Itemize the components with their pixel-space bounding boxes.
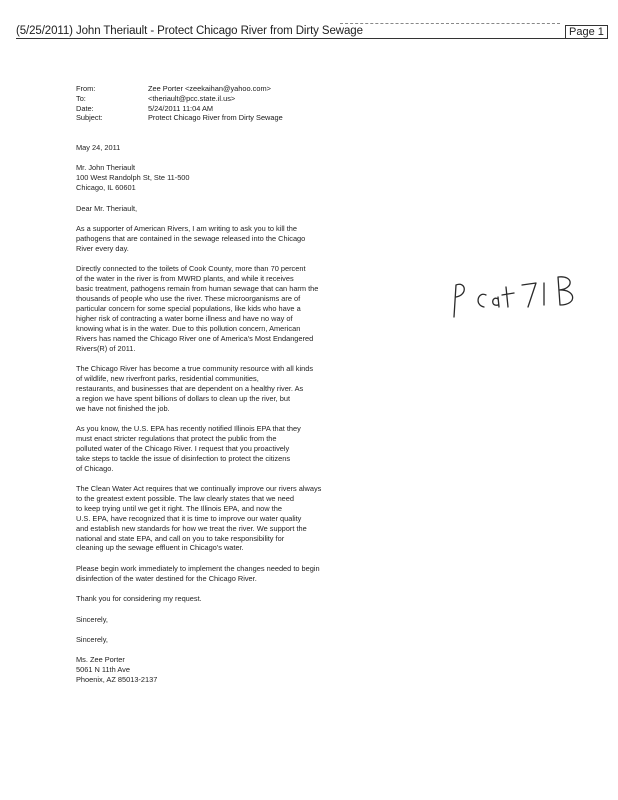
paragraph-5 (76, 484, 366, 553)
text-line: and establish new standards for how we treat the river. We support the (76, 523, 307, 533)
from-value: Zee Porter <zeekaihan@yahoo.com> (148, 84, 271, 93)
sender-street: 5061 N 11th Ave (76, 665, 130, 675)
paragraph-6 (76, 564, 366, 584)
address-line: Mr. John Theriault (76, 163, 136, 173)
text-line: U.S. EPA, have recognized that it is time to improve our water quality (76, 513, 302, 523)
text-line: take steps to tackle the issue of disinfection to protect the citizens (76, 453, 291, 463)
date-label: Date: (76, 103, 94, 113)
text-line: higher risk of contracting a water borne illness and have no way of (76, 313, 293, 323)
text-line: basic treatment, pathogens remain from human sewage that can harm the (76, 284, 319, 294)
text-line: we have not finished the job. (76, 403, 170, 413)
to-label: To: (76, 93, 86, 103)
email-subject-row (76, 113, 283, 123)
header-top-rule (340, 23, 560, 24)
text-line: of the water in the river is from MWRD plants, and while it receives (76, 274, 294, 284)
text-line: must enact stricter regulations that protect the public from the (76, 433, 277, 443)
date-value: 5/24/2011 11:04 AM (148, 103, 214, 113)
text-line: polluted water of the Chicago River. I request that you proactively (76, 443, 290, 453)
address-line: Chicago, IL 60601 (76, 183, 136, 193)
page-number-label: Page 1 (565, 25, 608, 39)
closing-sincerely-repeat: Sincerely, (76, 634, 108, 644)
subject-value: Protect Chicago River from Dirty Sewage (148, 113, 283, 123)
text-line: particular concern for some special populations, like kids who have a (76, 303, 301, 313)
text-line: Please begin work immediately to implement the changes needed to begin (76, 563, 320, 573)
text-line: to the greatest extent possible. The law clearly states that we need (76, 493, 295, 503)
email-to-row (76, 94, 283, 104)
text-line: pathogens that are contained in the sewage released into the Chicago (76, 233, 306, 243)
recipient-address (76, 163, 366, 193)
text-line: The Chicago River has become a true community resource with all kinds (76, 363, 314, 373)
text-line: River every day. (76, 243, 129, 253)
paragraph-1 (76, 224, 366, 254)
text-line: As you know, the U.S. EPA has recently notified Illinois EPA that they (76, 423, 301, 433)
text-line: As a supporter of American Rivers, I am writing to ask you to kill the (76, 224, 297, 234)
text-line: a region we have spent billions of dollars to clean up the river, but (76, 393, 291, 403)
email-date-row (76, 104, 283, 114)
text-line: of wildlife, new riverfront parks, residential communities, (76, 373, 259, 383)
sender-name: Ms. Zee Porter (76, 655, 125, 665)
handwritten-annotation (446, 265, 586, 325)
subject-label: Subject: (76, 113, 103, 123)
text-line: Rivers(R) of 2011. (76, 343, 136, 353)
text-line: Directly connected to the toilets of Cook County, more than 70 percent (76, 264, 306, 274)
address-line: 100 West Randolph St, Ste 11-500 (76, 173, 190, 183)
paragraph-4 (76, 424, 366, 474)
closing-thanks: Thank you for considering my request. (76, 594, 202, 604)
salutation: Dear Mr. Theriault, (76, 203, 138, 213)
to-value: <theriault@pcc.state.il.us> (148, 93, 236, 103)
email-from-row (76, 84, 283, 94)
letter-date: May 24, 2011 (76, 143, 121, 152)
text-line: disinfection of the water destined for the Chicago River. (76, 573, 257, 583)
header-divider (16, 38, 606, 39)
text-line: cleaning up the sewage effluent in Chicago's water. (76, 543, 244, 553)
document-header-title: (5/25/2011) John Theriault - Protect Chicago River from Dirty Sewage (16, 25, 363, 37)
email-header-fields (76, 84, 283, 123)
text-line: thousands of people who use the river. These microorganisms are of (76, 293, 301, 303)
letter-body (76, 143, 366, 685)
paragraph-2 (76, 264, 366, 353)
text-line: The Clean Water Act requires that we continually improve our rivers always (76, 483, 322, 493)
text-line: of Chicago. (76, 463, 114, 473)
closing-sincerely: Sincerely, (76, 614, 108, 624)
text-line: knowing what is in the water. Due to this pollution concern, American (76, 323, 301, 333)
text-line: to keep trying until we get it right. The Illinois EPA, and now the (76, 503, 282, 513)
text-line: national and state EPA, and call on you to take responsibility for (76, 533, 285, 543)
text-line: Rivers has named the Chicago River one of America's Most Endangered (76, 333, 314, 343)
text-line: restaurants, and businesses that are dependent on a healthy river. As (76, 383, 304, 393)
paragraph-3 (76, 364, 366, 414)
sender-city: Phoenix, AZ 85013-2137 (76, 675, 158, 685)
sender-signature-block (76, 655, 366, 685)
from-label: From: (76, 84, 96, 93)
